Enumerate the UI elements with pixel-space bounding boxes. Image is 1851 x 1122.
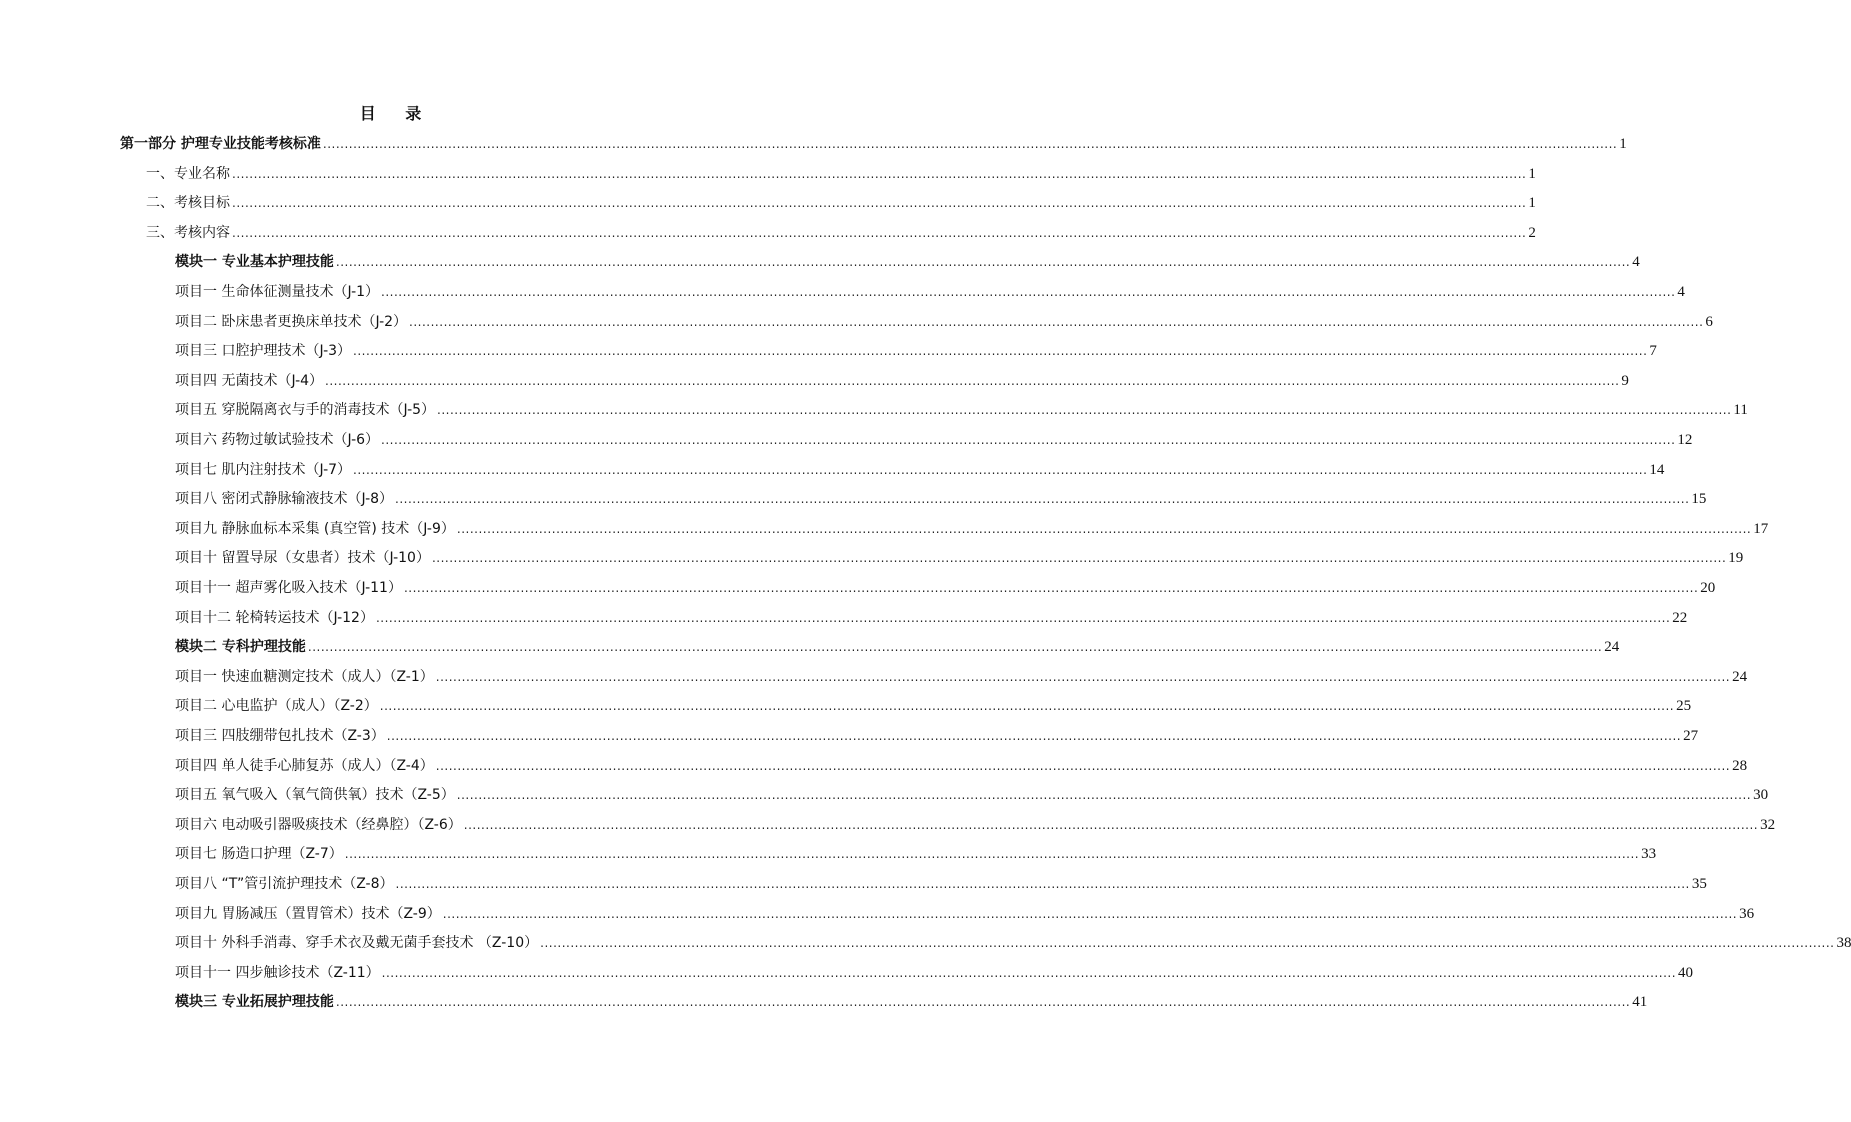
toc-entry[interactable] (175, 785, 1769, 805)
toc-leader-dots: ............................................................................................................................................................................................................................................................................................................ (335, 995, 1631, 1010)
toc-entry-label: 项目四 单人徒手心肺复苏（成人）（Z-4） (175, 757, 434, 774)
toc-entry-page: 17 (1753, 520, 1769, 537)
toc-entry-page: 27 (1683, 728, 1699, 744)
toc-entry-page: 22 (1672, 609, 1688, 626)
toc-entry[interactable] (175, 578, 1716, 598)
toc-entry-page: 4 (1632, 254, 1640, 271)
toc-entry-page: 19 (1728, 550, 1744, 567)
toc-leader-dots: ............................................................................................................................................................................................................................................................................................................ (232, 166, 1527, 181)
toc-entry-label: 项目八 密闭式静脉输液技术（J-8） (175, 491, 394, 508)
toc-entry-label: 项目一 生命体征测量技术（J-1） (175, 284, 380, 300)
toc-leader-dots: ............................................................................................................................................................................................................................................................................................................ (307, 640, 1603, 655)
toc-entry-page: 20 (1700, 580, 1716, 596)
toc-entry-label: 第一部分 护理专业技能考核标准 (120, 136, 321, 152)
toc-leader-dots: ............................................................................................................................................................................................................................................................................................................ (325, 373, 1620, 388)
toc-entry-page: 1 (1528, 195, 1536, 212)
toc-leader-dots: ............................................................................................................................................................................................................................................................................................................ (381, 433, 1676, 447)
toc-entry[interactable] (120, 134, 1627, 154)
toc-leader-dots: ............................................................................................................................................................................................................................................................................................................ (379, 699, 1675, 714)
toc-entry-label: 项目十 外科手消毒、穿手术衣及戴无菌手套技术 （Z-10） (175, 935, 539, 952)
toc-entry-label: 项目八 “T”管引流护理技术（Z-8） (175, 876, 394, 892)
toc-entry[interactable] (175, 726, 1699, 746)
toc-leader-dots: ............................................................................................................................................................................................................................................................................................................ (409, 314, 1704, 329)
toc-entry-page: 41 (1632, 994, 1648, 1011)
toc-entry-page: 28 (1732, 757, 1748, 774)
toc-entry[interactable] (175, 933, 1851, 953)
toc-entry[interactable] (146, 164, 1536, 184)
toc-entry[interactable] (146, 223, 1536, 243)
toc-leader-dots: ............................................................................................................................................................................................................................................................................................................ (344, 847, 1640, 862)
toc-entry[interactable] (175, 312, 1713, 332)
toc-entry-page: 1 (1528, 165, 1536, 182)
toc-entry-page: 24 (1732, 668, 1748, 685)
toc-entry[interactable] (175, 667, 1748, 687)
toc-entry-page: 14 (1649, 461, 1665, 478)
toc-entry[interactable] (175, 696, 1692, 716)
toc-entry[interactable] (175, 992, 1648, 1012)
toc-entry[interactable] (175, 341, 1657, 361)
toc-leader-dots: ............................................................................................................................................................................................................................................................................................................ (322, 137, 1618, 151)
toc-entry-page: 15 (1691, 491, 1707, 508)
toc-leader-dots: ............................................................................................................................................................................................................................................................................................................ (232, 196, 1527, 211)
toc-entry[interactable] (175, 489, 1707, 509)
toc-leader-dots: ............................................................................................................................................................................................................................................................................................................ (540, 936, 1835, 951)
toc-entry[interactable] (175, 637, 1620, 657)
toc-entry[interactable] (175, 904, 1755, 924)
toc-entry[interactable] (175, 756, 1748, 776)
toc-entry[interactable] (175, 815, 1776, 835)
toc-leader-dots: ............................................................................................................................................................................................................................................................................................................ (386, 729, 1682, 743)
toc-entry-label: 模块一 专业基本护理技能 (175, 254, 334, 271)
toc-entry-page: 38 (1836, 935, 1851, 952)
toc-entry-label: 一、专业名称 (146, 165, 230, 182)
toc-leader-dots: ............................................................................................................................................................................................................................................................................................................ (442, 906, 1738, 921)
toc-entry-label: 项目五 氧气吸入（氧气筒供氧）技术（Z-5） (175, 787, 455, 804)
toc-entry-page: 2 (1528, 224, 1536, 241)
toc-entry-page: 36 (1739, 905, 1755, 922)
toc-entry-label: 项目七 肌内注射技术（J-7） (175, 461, 352, 478)
toc-entry-page: 33 (1641, 846, 1657, 863)
toc-entry-label: 项目三 口腔护理技术（J-3） (175, 343, 352, 360)
toc-leader-dots: ............................................................................................................................................................................................................................................................................................................ (437, 403, 1732, 418)
toc-entry-page: 30 (1753, 787, 1769, 804)
toc-entry-label: 项目九 静脉血标本采集 (真空管) 技术（J-9） (175, 520, 455, 537)
toc-leader-dots: ............................................................................................................................................................................................................................................................................................................ (353, 462, 1648, 477)
toc-entry-page: 7 (1649, 343, 1657, 360)
toc-entry-label: 项目十二 轮椅转运技术（J-12） (175, 609, 374, 626)
toc-entry-label: 三、考核内容 (146, 224, 230, 241)
toc-entry-page: 12 (1677, 432, 1693, 448)
toc-entry-page: 6 (1705, 313, 1713, 330)
toc-entry-label: 项目三 四肢绷带包扎技术（Z-3） (175, 728, 385, 744)
page-title: 目 录 (359, 104, 434, 123)
toc-entry-label: 二、考核目标 (146, 195, 230, 212)
toc-leader-dots: ............................................................................................................................................................................................................................................................................................................ (431, 551, 1727, 566)
toc-leader-dots: ............................................................................................................................................................................................................................................................................................................ (456, 788, 1752, 803)
toc-entry-page: 24 (1604, 639, 1620, 656)
toc-leader-dots: ............................................................................................................................................................................................................................................................................................................ (232, 225, 1527, 240)
toc-entry[interactable] (175, 252, 1640, 272)
toc-entry-label: 项目十一 超声雾化吸入技术（J-11） (175, 580, 402, 596)
toc-entry-label: 项目一 快速血糖测定技术（成人）（Z-1） (175, 668, 434, 685)
toc-entry-page: 1 (1619, 136, 1627, 152)
toc-leader-dots: ............................................................................................................................................................................................................................................................................................................ (463, 817, 1759, 832)
toc-entry-label: 项目九 胃肠减压（置胃管术）技术（Z-9） (175, 905, 441, 922)
toc-entry[interactable] (175, 371, 1629, 391)
toc-leader-dots: ............................................................................................................................................................................................................................................................................................................ (435, 669, 1731, 684)
toc-entry-label: 项目十 留置导尿（女患者）技术（J-10） (175, 550, 430, 567)
toc-leader-dots: ............................................................................................................................................................................................................................................................................................................ (353, 344, 1648, 359)
toc-entry[interactable] (175, 460, 1665, 480)
toc-entry[interactable] (175, 874, 1707, 894)
toc-leader-dots: ............................................................................................................................................................................................................................................................................................................ (395, 877, 1690, 891)
toc-entry[interactable] (175, 519, 1769, 539)
toc-leader-dots: ............................................................................................................................................................................................................................................................................................................ (335, 255, 1631, 270)
toc-entry[interactable] (175, 282, 1685, 302)
toc-entry-label: 项目二 心电监护（成人）（Z-2） (175, 698, 378, 715)
toc-entry[interactable] (175, 963, 1694, 983)
toc-entry-label: 项目七 肠造口护理（Z-7） (175, 846, 343, 863)
toc-leader-dots: ............................................................................................................................................................................................................................................................................................................ (403, 581, 1699, 595)
toc-entry-label: 项目四 无菌技术（J-4） (175, 372, 324, 389)
toc-entry-label: 模块三 专业拓展护理技能 (175, 994, 334, 1011)
toc-entry-label: 项目二 卧床患者更换床单技术（J-2） (175, 313, 408, 330)
toc-leader-dots: ............................................................................................................................................................................................................................................................................................................ (381, 965, 1677, 980)
toc-entry[interactable] (175, 844, 1657, 864)
toc-leader-dots: ............................................................................................................................................................................................................................................................................................................ (381, 285, 1676, 299)
toc-entry[interactable] (175, 430, 1693, 450)
toc-entry-page: 9 (1621, 372, 1629, 389)
toc-entry-page: 35 (1691, 876, 1707, 892)
toc-entry-page: 25 (1676, 698, 1692, 715)
toc-entry-page: 32 (1760, 816, 1776, 833)
toc-entry-label: 模块二 专科护理技能 (175, 639, 306, 656)
toc-leader-dots: ............................................................................................................................................................................................................................................................................................................ (395, 492, 1690, 507)
toc-entry-label: 项目十一 四步触诊技术（Z-11） (175, 964, 380, 981)
toc-entry-label: 项目五 穿脱隔离衣与手的消毒技术（J-5） (175, 402, 436, 419)
toc-leader-dots: ............................................................................................................................................................................................................................................................................................................ (375, 610, 1671, 625)
toc-entry[interactable] (175, 608, 1688, 628)
toc-entry-page: 4 (1677, 284, 1685, 300)
toc-entry[interactable] (146, 193, 1536, 213)
toc-entry-page: 40 (1678, 964, 1694, 981)
toc-leader-dots: ............................................................................................................................................................................................................................................................................................................ (435, 758, 1731, 773)
toc-entry-page: 11 (1733, 402, 1748, 419)
toc-entry-label: 项目六 药物过敏试验技术（J-6） (175, 432, 380, 448)
toc-entry[interactable] (175, 400, 1748, 420)
toc-entry[interactable] (175, 548, 1744, 568)
toc-entry-label: 项目六 电动吸引器吸痰技术（经鼻腔）（Z-6） (175, 816, 462, 833)
toc-leader-dots: ............................................................................................................................................................................................................................................................................................................ (456, 521, 1752, 536)
